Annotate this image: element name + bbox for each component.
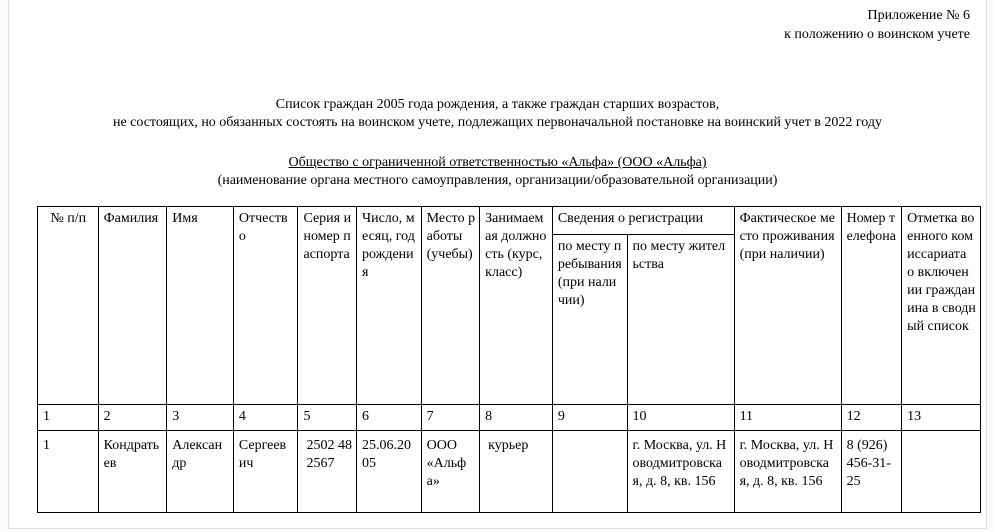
row-patronymic: Сергеевич bbox=[233, 431, 298, 513]
header-registration: Сведения о регистрации bbox=[552, 207, 734, 235]
column-number-row bbox=[38, 405, 981, 431]
row-reg-stay bbox=[552, 431, 627, 513]
appendix-note bbox=[784, 6, 970, 44]
col-number: 3 bbox=[167, 405, 234, 431]
col-number: 6 bbox=[357, 405, 422, 431]
header-passport: Серия и номер паспорта bbox=[298, 207, 357, 405]
organization-caption: (наименование органа местного самоуправления, организации/образовательной организации) bbox=[217, 173, 778, 188]
header-actual-address: Фактическое место проживания (при наличии) bbox=[734, 207, 841, 405]
appendix-reference: к положению о воинском учете bbox=[784, 27, 970, 42]
title-line-2: не состоящих, но обязанных состоять на воинском учете, подлежащих первоначальной постановке на воинский учет в 2022 году bbox=[112, 115, 883, 130]
col-number: 13 bbox=[902, 405, 981, 431]
col-number: 5 bbox=[298, 405, 357, 431]
col-number: 7 bbox=[421, 405, 480, 431]
document-page bbox=[8, 0, 987, 529]
citizens-table bbox=[37, 206, 981, 513]
header-reg-residence: по месту жительства bbox=[627, 235, 734, 405]
header-mark: Отметка военного комиссариата о включении гражданина в сводный список bbox=[902, 207, 981, 405]
document-title bbox=[9, 96, 986, 132]
col-number: 11 bbox=[734, 405, 841, 431]
col-number: 1 bbox=[38, 405, 99, 431]
table-row bbox=[38, 431, 981, 513]
title-line-1: Список граждан 2005 года рождения, а также граждан старших возрастов, bbox=[275, 97, 720, 112]
header-num: № п/п bbox=[38, 207, 99, 405]
col-number: 8 bbox=[480, 405, 553, 431]
row-num: 1 bbox=[38, 431, 99, 513]
row-actual-address: г. Москва, ул. Новодмитровская, д. 8, кв. 156 bbox=[734, 431, 841, 513]
header-reg-stay: по месту пребывания (при наличии) bbox=[552, 235, 627, 405]
header-birth: Число, месяц, год рождения bbox=[357, 207, 422, 405]
col-number: 4 bbox=[233, 405, 298, 431]
row-phone: 8 (926) 456-31-25 bbox=[841, 431, 902, 513]
row-birth: 25.06.2005 bbox=[357, 431, 422, 513]
header-position: Занимаемая должность (курс, класс) bbox=[480, 207, 553, 405]
header-workplace: Место работы (учебы) bbox=[421, 207, 480, 405]
header-surname: Фамилия bbox=[98, 207, 167, 405]
header-patronymic: Отчество bbox=[233, 207, 298, 405]
header-phone: Номер телефона bbox=[841, 207, 902, 405]
row-name: Александр bbox=[167, 431, 234, 513]
appendix-number: Приложение № 6 bbox=[867, 8, 970, 23]
header-row bbox=[38, 207, 981, 235]
col-number: 10 bbox=[627, 405, 734, 431]
organization-name: Общество с ограниченной ответственностью «Альфа» (ООО «Альфа) bbox=[288, 155, 707, 170]
row-position: курьер bbox=[480, 431, 553, 513]
row-workplace: ООО «Альфа» bbox=[421, 431, 480, 513]
row-reg-residence: г. Москва, ул. Новодмитровская, д. 8, кв. 156 bbox=[627, 431, 734, 513]
col-number: 9 bbox=[552, 405, 627, 431]
col-number: 12 bbox=[841, 405, 902, 431]
row-surname: Кондратьев bbox=[98, 431, 167, 513]
organization-block bbox=[9, 154, 986, 190]
row-passport: 2502 482567 bbox=[298, 431, 357, 513]
header-name: Имя bbox=[167, 207, 234, 405]
row-mark bbox=[902, 431, 981, 513]
col-number: 2 bbox=[98, 405, 167, 431]
